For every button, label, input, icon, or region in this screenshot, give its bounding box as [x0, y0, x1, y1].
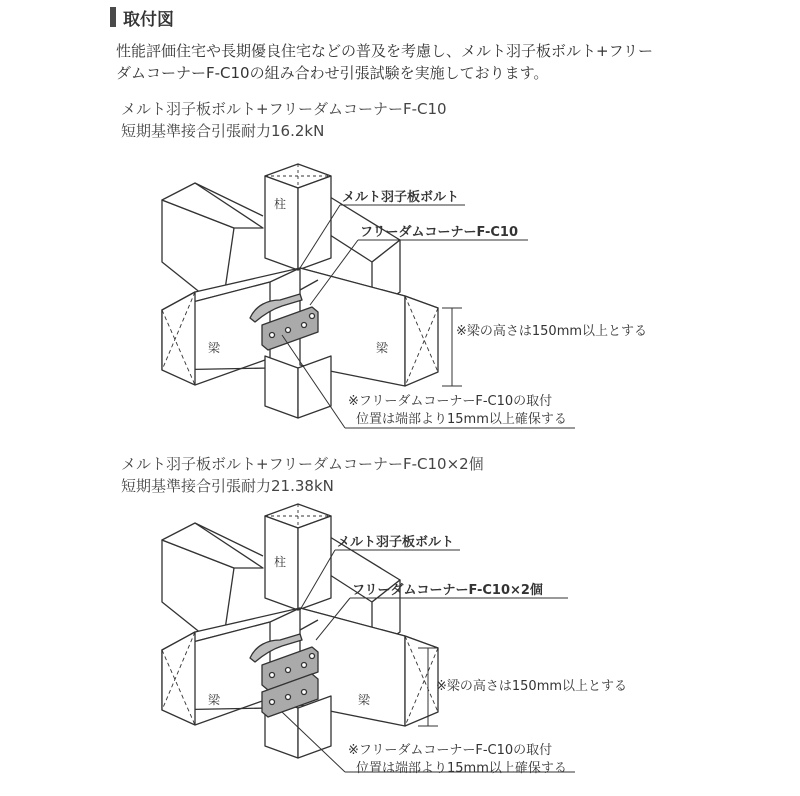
diagram-2-beam-left-label: 梁: [208, 693, 221, 707]
diagram-1: [162, 164, 647, 428]
intro-line-2: ダムコーナーF-C10の組み合わせ引張試験を実施しております。: [116, 64, 549, 82]
diagram-2-caption-line-2: 短期基準接合引張耐力21.38kN: [121, 477, 334, 495]
diagram-1-caption-line-1: メルト羽子板ボルト+フリーダムコーナーF-C10: [121, 100, 447, 118]
diagram-2-position-note-2: 位置は端部より15mm以上確保する: [356, 761, 567, 776]
diagram-1-beam-right-label: 梁: [376, 341, 389, 355]
diagram-2: [162, 504, 627, 776]
diagram-1-column-label: 柱: [274, 197, 287, 211]
diagram-1-bolt-label: メルト羽子板ボルト: [342, 190, 460, 205]
diagram-1-caption-line-2: 短期基準接合引張耐力16.2kN: [121, 122, 325, 140]
diagram-1-corner-label: フリーダムコーナーF-C10: [360, 225, 518, 240]
section-title-text: 取付図: [123, 9, 174, 30]
diagram-2-position-note-1: ※フリーダムコーナーF-C10の取付: [348, 743, 553, 758]
diagram-2-beam-right-label: 梁: [358, 693, 371, 707]
diagram-2-caption-line-1: メルト羽子板ボルト+フリーダムコーナーF-C10×2個: [121, 455, 484, 473]
diagram-1-height-note: ※梁の高さは150mm以上とする: [456, 324, 648, 339]
diagram-1-position-note-1: ※フリーダムコーナーF-C10の取付: [348, 394, 553, 409]
intro-line-1: 性能評価住宅や長期優良住宅などの普及を考慮し、メルト羽子板ボルト+フリー: [116, 42, 653, 60]
diagram-2-height-note: ※梁の高さは150mm以上とする: [436, 679, 628, 694]
diagram-1-position-note-2: 位置は端部より15mm以上確保する: [356, 412, 567, 427]
diagram-2-column-label: 柱: [274, 555, 287, 569]
diagram-2-bolt-label: メルト羽子板ボルト: [337, 535, 455, 550]
diagram-1-beam-left-label: 梁: [208, 341, 221, 355]
diagram-2-corner-label: フリーダムコーナーF-C10×2個: [352, 583, 543, 598]
